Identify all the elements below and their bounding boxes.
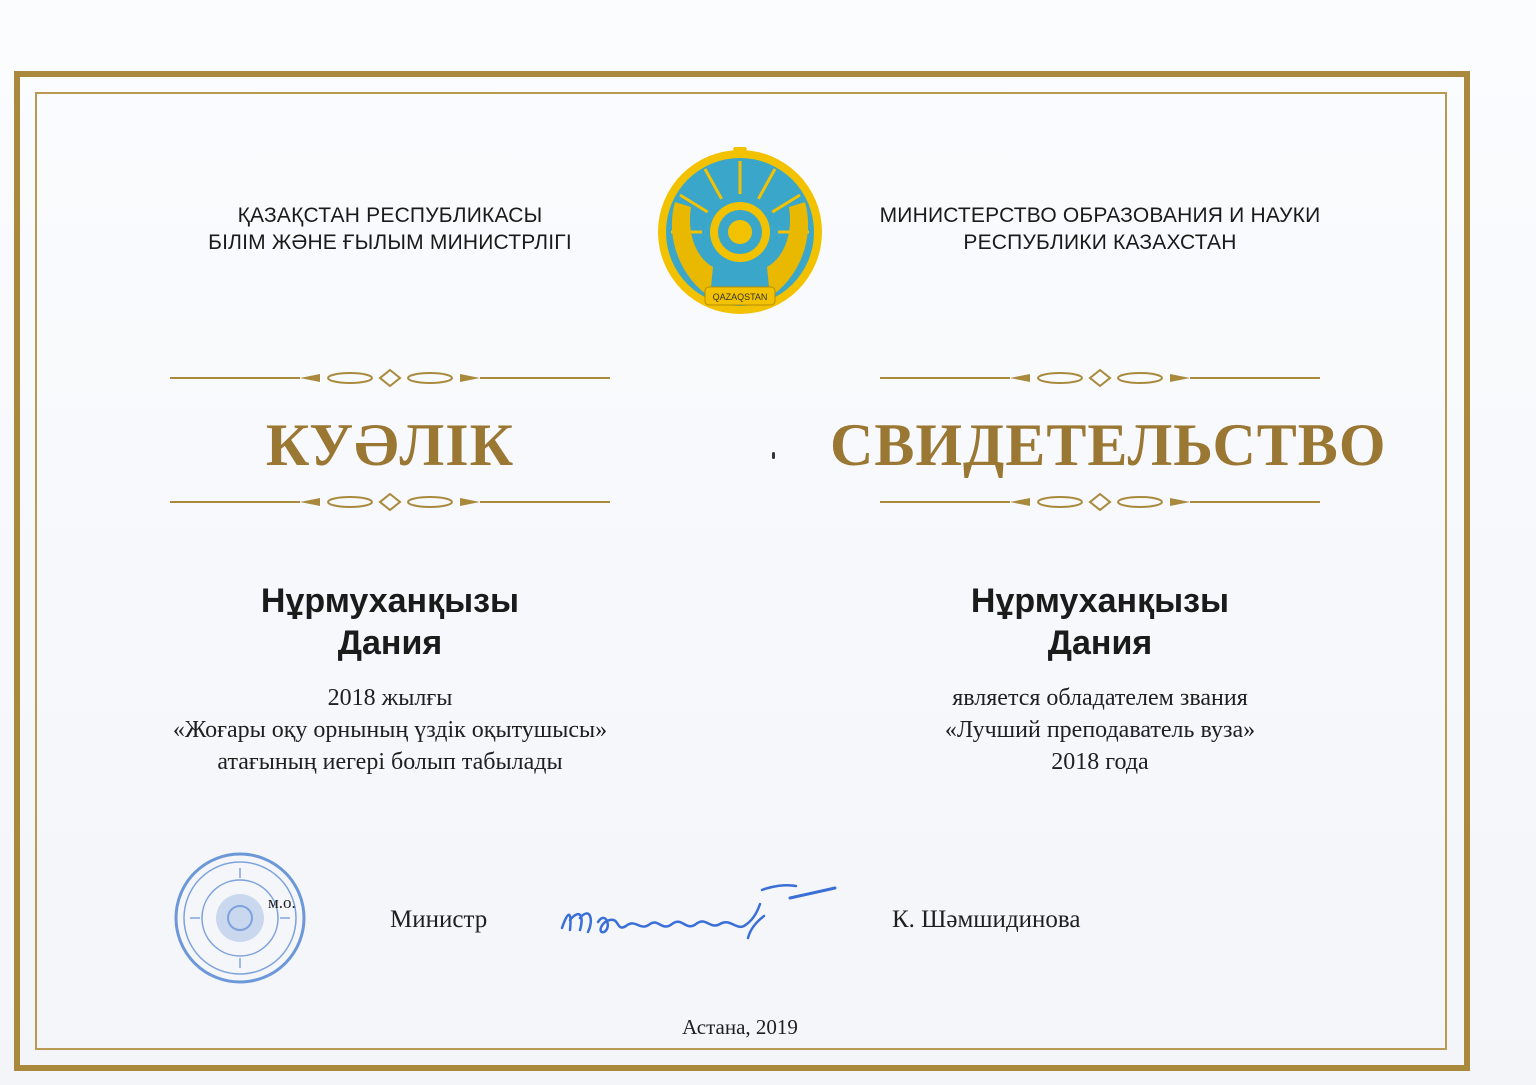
kazakhstan-state-emblem-icon (655, 147, 825, 322)
award-text-kazakh (100, 682, 680, 778)
recipient-name-russian (840, 580, 1360, 664)
ornament-divider (170, 492, 610, 512)
title-kazakh: КУӘЛІК (265, 412, 515, 478)
header-russian (830, 202, 1370, 256)
header-russian-line1: МИНИСТЕРСТВО ОБРАЗОВАНИЯ И НАУКИ (879, 204, 1321, 227)
award-text-kazakh-line3: атағының иегері болып табылады (217, 749, 563, 775)
recipient-first-name: Дания (337, 624, 443, 662)
signatory-position: Министр (390, 906, 488, 933)
award-text-kazakh-line2: «Жоғары оқу орнының үздік оқытушысы» (172, 717, 608, 743)
header-kazakh-line1: ҚАЗАҚСТАН РЕСПУБЛИКАСЫ (237, 204, 543, 227)
seal-label: м.о. (268, 893, 296, 912)
award-text-russian-line2: «Лучший преподаватель вуза» (944, 717, 1256, 743)
emblem-ribbon-text: QAZAQSTAN (712, 292, 768, 302)
recipient-name-kazakh (130, 580, 650, 664)
award-text-russian-line3: 2018 года (1051, 749, 1149, 775)
signatory-name: К. Шәмшидинова (892, 906, 1081, 933)
handwritten-signature-icon (550, 880, 840, 960)
header-kazakh (150, 202, 630, 256)
recipient-surname: Нұрмуханқызы (970, 582, 1230, 620)
recipient-first-name: Дания (1047, 624, 1153, 662)
recipient-surname: Нұрмуханқызы (260, 582, 520, 620)
title-russian: СВИДЕТЕЛЬСТВО (830, 412, 1387, 478)
header-kazakh-line2: БІЛІМ ЖӘНЕ ҒЫЛЫМ МИНИСТРЛІГІ (208, 231, 572, 254)
award-text-kazakh-line1: 2018 жылғы (327, 685, 453, 711)
ornament-divider (880, 492, 1320, 512)
ornament-divider (880, 368, 1320, 388)
award-text-russian-line1: является обладателем звания (952, 685, 1248, 711)
ornament-divider (170, 368, 610, 388)
award-text-russian (840, 682, 1360, 778)
ministry-seal-icon (170, 848, 310, 988)
issue-place-date: Астана, 2019 (682, 1015, 798, 1039)
header-russian-line2: РЕСПУБЛИКИ КАЗАХСТАН (963, 231, 1237, 254)
print-speck (772, 452, 775, 459)
